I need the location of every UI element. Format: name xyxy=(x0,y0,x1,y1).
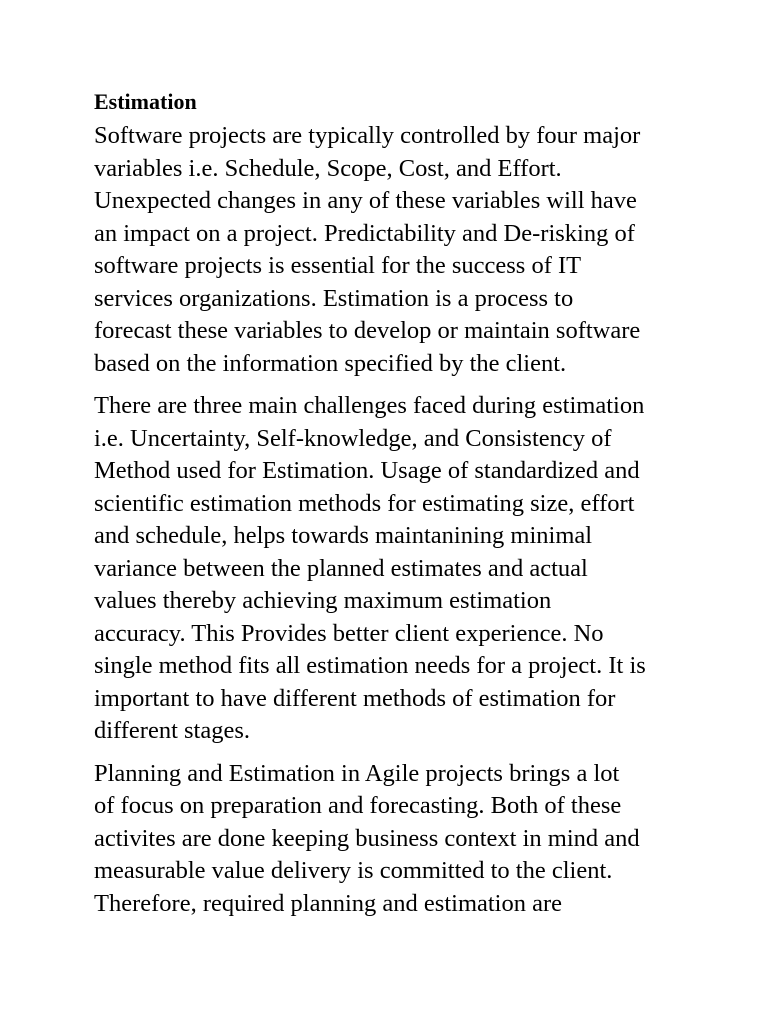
section-heading: Estimation xyxy=(94,89,197,114)
text-line: variables i.e. Schedule, Scope, Cost, and Effort. xyxy=(94,154,562,182)
text-line: Method used for Estimation. Usage of standardized and xyxy=(94,457,640,484)
text-line: and schedule, helps towards maintanining minimal xyxy=(94,522,593,549)
text-line: i.e. Uncertainty, Self-knowledge, and Consistency of xyxy=(94,424,612,452)
paragraph-1 xyxy=(94,120,694,380)
text-line: scientific estimation methods for estimating size, effort xyxy=(94,489,635,517)
text-line: software projects is essential for the success of IT xyxy=(94,252,582,279)
text-line: different stages. xyxy=(94,717,251,744)
text-line: Unexpected changes in any of these variables will have xyxy=(94,187,637,214)
text-line: values thereby achieving maximum estimation xyxy=(94,587,552,614)
text-line: There are three main challenges faced during estimation xyxy=(94,392,645,419)
text-line: of focus on preparation and forecasting. Both of these xyxy=(94,792,622,819)
document-body xyxy=(94,86,694,930)
text-line: measurable value delivery is committed to the client. xyxy=(94,857,613,884)
text-line: Software projects are typically controlled by four major xyxy=(94,122,641,149)
text-line: forecast these variables to develop or maintain software xyxy=(94,317,641,344)
text-line: important to have different methods of estimation for xyxy=(94,684,616,712)
text-line: Planning and Estimation in Agile projects brings a lot xyxy=(94,759,620,787)
text-line: an impact on a project. Predictability and De-risking of xyxy=(94,219,635,247)
text-line: accuracy. This Provides better client experience. No xyxy=(94,619,604,647)
paragraph-2 xyxy=(94,390,694,748)
paragraph-3 xyxy=(94,758,694,921)
text-line: based on the information specified by the client. xyxy=(94,349,567,377)
text-line: Therefore, required planning and estimation are xyxy=(94,889,563,917)
text-line: variance between the planned estimates and actual xyxy=(94,554,588,582)
text-line: activites are done keeping business context in mind and xyxy=(94,824,640,852)
text-line: single method fits all estimation needs for a project. It is xyxy=(94,652,646,679)
text-line: services organizations. Estimation is a process to xyxy=(94,284,574,312)
